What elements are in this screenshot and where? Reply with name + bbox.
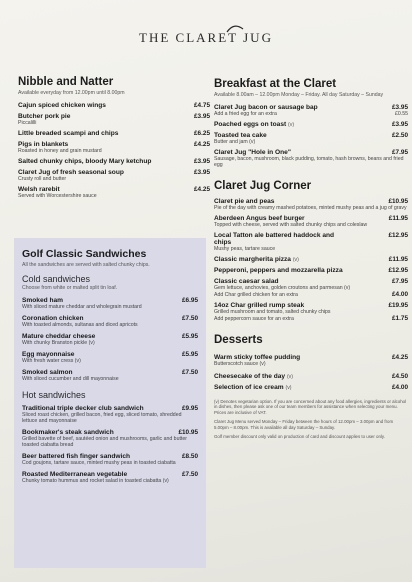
item-price: £3.95 (194, 113, 210, 120)
item-extra-price: £4.00 (392, 291, 408, 298)
item-price: £5.95 (182, 333, 198, 340)
item-price: £19.95 (388, 302, 408, 309)
menu-item (18, 102, 210, 109)
vegetarian-badge: (v) (88, 340, 95, 346)
menu-item (18, 169, 210, 182)
item-desc: With chunky Branston pickle (22, 340, 88, 346)
item-price: £6.95 (182, 297, 198, 304)
item-name: Beer battered fish finger sandwich (22, 453, 131, 460)
item-price: £11.95 (388, 215, 408, 222)
item-desc: With sliced mature cheddar and wholegrain mustard (22, 304, 142, 310)
nibble-subtitle: Available everyday from 12.00pm until 8.00pm (18, 90, 125, 96)
vegetarian-badge: (v) (288, 122, 295, 128)
item-desc: Mushy peas, tartare sauce (214, 246, 276, 252)
item-desc: Pie of the day with creamy mashed potatoes, minted mushy peas and a jug of gravy (214, 205, 407, 211)
item-price: £2.50 (392, 132, 408, 139)
item-price: £6.25 (194, 130, 210, 137)
corner-title: Claret Jug Corner (214, 180, 312, 192)
item-name: Aberdeen Angus beef burger (214, 215, 305, 222)
item-name: Claret Jug "Hole in One" (214, 149, 291, 156)
item-price: £10.95 (388, 198, 408, 205)
menu-item (214, 373, 408, 380)
item-price: £5.95 (182, 351, 198, 358)
item-name: Roasted Mediterranean vegetable (22, 471, 128, 478)
item-name: Classic caesar salad (214, 278, 279, 285)
menu-item (22, 315, 198, 328)
item-price: £12.95 (388, 267, 408, 274)
menu-item (22, 453, 198, 466)
item-desc: Gem lettuce, anchovies, golden croutons and parmesan (v) (214, 285, 351, 291)
item-price: £4.25 (392, 354, 408, 361)
item-desc: With sliced cucumber and dill mayonnaise (22, 376, 119, 382)
item-name: Butcher pork pie (18, 113, 71, 120)
item-extra-label: Add Char grilled chicken for an extra (214, 292, 298, 298)
item-price: £7.50 (182, 369, 198, 376)
vegetarian-badge: (v) (286, 374, 294, 380)
item-name: Smoked salmon (22, 369, 73, 376)
item-name: Salted chunky chips, bloody Mary ketchup (18, 158, 152, 165)
item-desc: Butter and jam (v) (214, 139, 256, 145)
vegetarian-badge: (v) (162, 478, 169, 484)
allergy-note: (v) Denotes vegetarian option. If you are concerned about any food allergies, ingredients or alcohol in dishes, then please ask one of our team members for assistance when selecting your menu. Prices are inclusive of VAT. (214, 399, 407, 415)
item-desc: Cod goujons, tartare sauce, minted mushy peas in toasted ciabatta (22, 460, 176, 466)
item-name: Pepperoni, peppers and mozzarella pizza (214, 267, 343, 274)
nibble-section (18, 76, 210, 203)
item-price: £7.50 (182, 315, 198, 322)
golf-title: Golf Classic Sandwiches (22, 248, 147, 260)
breakfast-title: Breakfast at the Claret (214, 78, 337, 90)
jug-swoosh-icon (226, 24, 244, 34)
item-desc: With toasted almonds, sultanas and diced apricots (22, 322, 138, 328)
vegetarian-badge: (v) (292, 257, 299, 263)
menu-item (18, 113, 210, 126)
item-name: Claret Jug bacon or sausage bap (214, 104, 318, 111)
desserts-section (214, 334, 408, 391)
corner-section (214, 180, 408, 322)
item-price: £7.50 (182, 471, 198, 478)
item-extra-price: £0.55 (395, 111, 408, 117)
menu-item (22, 351, 198, 364)
right-column (214, 78, 408, 443)
cold-sandwiches-subtitle: Choose from white or malted split tin loaf. (22, 285, 118, 291)
item-name: Classic margherita pizza (v) (214, 256, 299, 263)
item-name: Toasted tea cake (214, 132, 267, 139)
item-desc: Served with Worcestershire sauce (18, 193, 97, 199)
item-name: Coronation chicken (22, 315, 84, 322)
item-desc: Crusty roll and butter (18, 176, 67, 182)
menu-item (18, 158, 210, 165)
menu-item (214, 198, 408, 211)
breakfast-section (214, 78, 408, 168)
menu-item (18, 186, 210, 199)
item-name: Local Tatton ale battered haddock and chips (214, 232, 335, 246)
item-price: £4.75 (194, 102, 210, 109)
item-name: Bookmaker's steak sandwich (22, 429, 114, 436)
menu-item (214, 354, 408, 367)
item-price: £4.25 (194, 186, 210, 193)
item-desc: Chunky tomato hummus and rocket salad in toasted ciabatta (22, 478, 162, 484)
item-name: 14oz Char grilled rump steak (214, 302, 305, 309)
menu-item (214, 256, 408, 263)
serving-times-note: Claret Jug Menu served Monday – Friday between the hours of 12.00pm – 3.00pm and from 5.00pm – 8.00pm. This is available all day Saturday – Sunday. (214, 419, 394, 430)
item-desc: Sausage, bacon, mushroom, black pudding, tomato, hash browns, beans and fried egg (214, 156, 404, 168)
item-price: £3.95 (392, 104, 408, 111)
item-name: Poached eggs on toast (v) (214, 121, 295, 128)
item-price: £12.95 (388, 232, 408, 239)
item-name: Pigs in blankets (18, 141, 69, 148)
menu-item (22, 333, 198, 346)
item-price: £4.50 (392, 373, 408, 380)
item-price: £3.95 (194, 169, 210, 176)
golf-sandwiches-panel (14, 238, 206, 568)
menu-item (22, 429, 198, 448)
brand-name: THE CLARET JUG (139, 30, 273, 45)
golf-subtitle: All the sandwiches are served with salted chunky chips. (22, 262, 150, 268)
item-name: Traditional triple decker club sandwich (22, 405, 144, 412)
breakfast-subtitle: Available 8.00am – 12.00pm Monday – Friday. All day Saturday – Sunday (214, 92, 384, 98)
menu-item (22, 297, 198, 310)
menu-item (22, 405, 198, 424)
cold-sandwiches-heading: Cold sandwiches (22, 274, 91, 284)
item-name: Cajun spiced chicken wings (18, 102, 106, 109)
item-price: £10.95 (178, 429, 198, 436)
menu-item (214, 232, 408, 252)
item-price: £11.95 (388, 256, 408, 263)
item-price: £3.95 (392, 121, 408, 128)
item-extra-price: £1.75 (392, 315, 408, 322)
item-name: Cheesecake of the day (v) (214, 373, 294, 380)
menu-item (214, 132, 408, 145)
item-price: £8.50 (182, 453, 198, 460)
menu-item (214, 104, 408, 117)
menu-item (18, 130, 210, 137)
menu-item (214, 121, 408, 128)
menu-item (18, 141, 210, 154)
menu-item (22, 471, 198, 484)
menu-item (214, 215, 408, 228)
item-price: £3.95 (194, 158, 210, 165)
footer-notes (214, 399, 408, 439)
menu-item (214, 149, 408, 168)
item-name: Egg mayonnaise (22, 351, 75, 358)
menu-item (22, 369, 198, 382)
item-name: Claret pie and peas (214, 198, 275, 205)
discount-note: Golf member discount only valid on production of card and discount applies to user only. (214, 434, 386, 440)
item-price: £7.95 (392, 278, 408, 285)
item-desc: Topped with cheese, served with salted chunky chips and coleslaw (214, 222, 368, 228)
item-desc: Roasted in honey and grain mustard (18, 148, 102, 154)
item-name: Little breaded scampi and chips (18, 130, 119, 137)
item-desc: Butterscotch sauce (v) (214, 361, 266, 367)
menu-item (214, 278, 408, 298)
item-desc: Sliced roast chicken, grilled bacon, fried egg, sliced tomato, shredded lettuce and mayonnaise (22, 412, 182, 424)
item-name: Selection of ice cream (v) (214, 384, 292, 391)
hot-sandwiches-heading: Hot sandwiches (22, 390, 86, 400)
item-price: £9.95 (182, 405, 198, 412)
item-price: £4.25 (194, 141, 210, 148)
nibble-title: Nibble and Natter (18, 76, 114, 88)
vegetarian-badge: (v) (74, 358, 81, 364)
item-name: Claret Jug of fresh seasonal soup (18, 169, 124, 176)
item-desc: Grilled bavette of beef, sautéed onion and mushrooms, garlic and butter toasted ciabatta bread (22, 436, 187, 448)
item-name: Mature cheddar cheese (22, 333, 96, 340)
item-desc: Piccalilli (18, 120, 37, 126)
menu-item (214, 302, 408, 322)
item-extra-label: Add peppercorn sauce for an extra (214, 316, 294, 322)
item-desc: Add a fried egg for an extra (214, 111, 277, 117)
item-desc: With fresh water cress (22, 358, 74, 364)
item-name: Welsh rarebit (18, 186, 60, 193)
item-price: £7.95 (392, 149, 408, 156)
item-price: £4.00 (392, 384, 408, 391)
item-name: Warm sticky toffee pudding (214, 354, 301, 361)
brand-logo (0, 30, 412, 46)
item-name: Smoked ham (22, 297, 64, 304)
vegetarian-badge: (v) (285, 385, 292, 391)
menu-item (214, 267, 408, 274)
item-desc: Grilled mushroom and tomato, salted chunky chips (214, 309, 331, 315)
menu-item (214, 384, 408, 391)
desserts-title: Desserts (214, 334, 263, 346)
